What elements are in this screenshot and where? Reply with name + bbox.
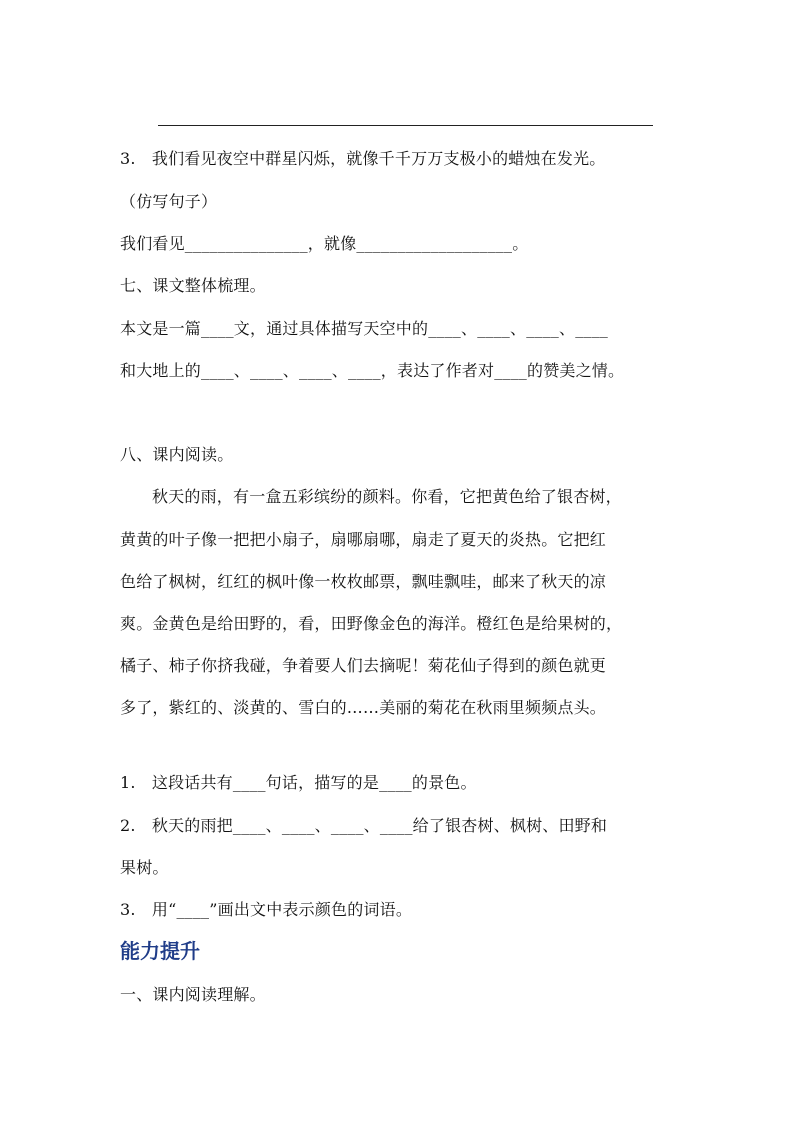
passage-line-3: 色给了枫树，红红的枫叶像一枚枚邮票，飘哇飘哇，邮来了秋天的凉 [120,572,607,591]
section-one-title: 一、课内阅读理解。 [120,985,266,1004]
section-heading-ability: 能力提升 [120,939,200,963]
passage-line-5: 橘子、柿子你挤我碰，争着要人们去摘呢！菊花仙子得到的颜色就更 [120,656,607,675]
passage-line-6: 多了，紫红的、淡黄的、雪白的……美丽的菊花在秋雨里频频点头。 [120,698,607,717]
imitation-instruction: （仿写句子） [120,192,218,211]
section-eight-title: 八、课内阅读。 [120,445,234,464]
section-seven-title: 七、课文整体梳理。 [120,276,266,295]
reading-question-3: 3. 用“____”画出文中表示颜色的词语。 [120,900,413,919]
summary-line-2: 和大地上的____、____、____、____，表达了作者对____的赞美之情。 [120,361,625,380]
reading-question-2: 2. 秋天的雨把____、____、____、____给了银杏树、枫树、田野和 [120,816,608,835]
answer-line-rule [158,125,653,126]
summary-line-1: 本文是一篇____文，通过具体描写天空中的____、____、____、____ [120,319,609,338]
passage-line-1: 秋天的雨，有一盒五彩缤纷的颜料。你看，它把黄色给了银杏树， [152,487,622,506]
passage-line-2: 黄黄的叶子像一把把小扇子，扇哪扇哪，扇走了夏天的炎热。它把红 [120,530,607,549]
imitation-blank-line: 我们看见_______________，就像___________________。 [120,234,529,253]
reading-question-1: 1. 这段话共有____句话，描写的是____的景色。 [120,773,477,792]
question-3-sentence: 3. 我们看见夜空中群星闪烁，就像千千万万支极小的蜡烛在发光。 [120,149,606,168]
reading-question-2-cont: 果树。 [120,858,169,877]
passage-line-4: 爽。金黄色是给田野的，看，田野像金色的海洋。橙红色是给果树的， [120,614,623,633]
